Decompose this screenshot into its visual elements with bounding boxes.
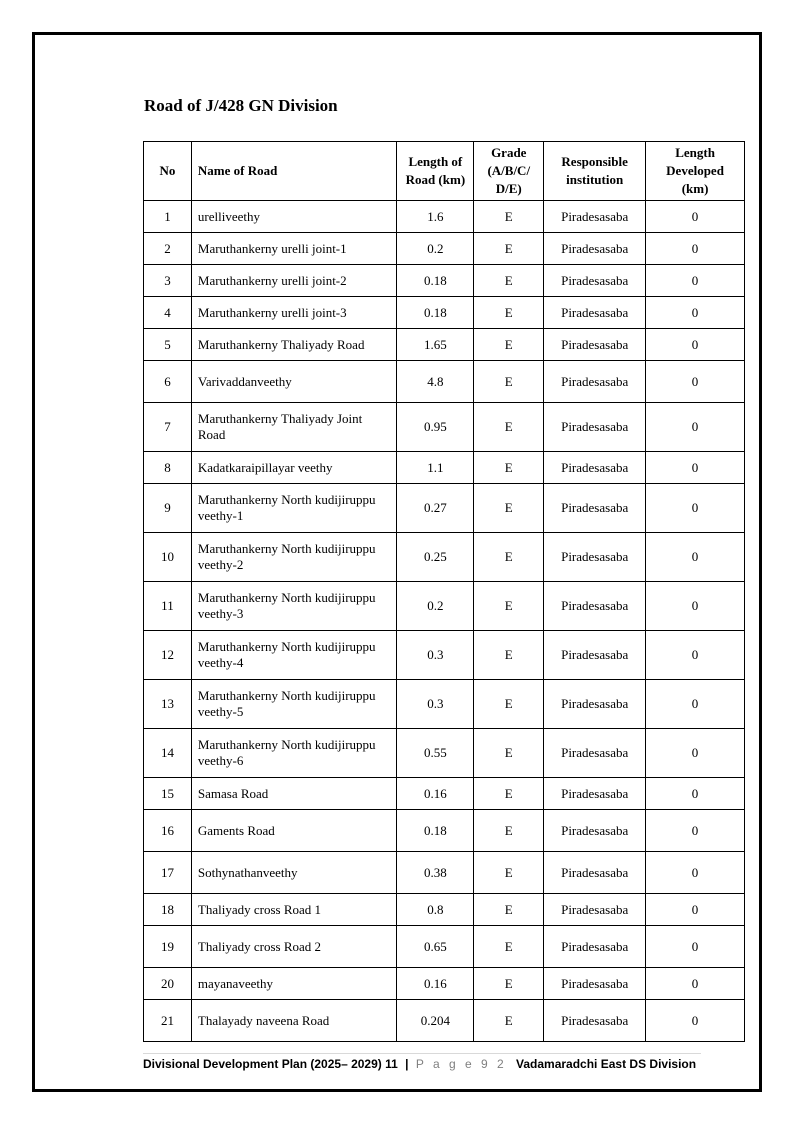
cell-length: 0.3 xyxy=(397,631,474,680)
table-row xyxy=(144,968,745,1000)
cell-no: 21 xyxy=(144,1000,192,1042)
table-row xyxy=(144,852,745,894)
cell-institution: Piradesasaba xyxy=(544,403,646,452)
cell-name: Sothynathanveethy xyxy=(191,852,397,894)
cell-institution: Piradesasaba xyxy=(544,894,646,926)
cell-grade: E xyxy=(474,778,544,810)
cell-grade: E xyxy=(474,810,544,852)
cell-length: 0.8 xyxy=(397,894,474,926)
cell-developed: 0 xyxy=(646,680,745,729)
cell-developed: 0 xyxy=(646,1000,745,1042)
cell-length: 0.2 xyxy=(397,233,474,265)
cell-institution: Piradesasaba xyxy=(544,297,646,329)
cell-no: 16 xyxy=(144,810,192,852)
cell-developed: 0 xyxy=(646,582,745,631)
table-row xyxy=(144,680,745,729)
cell-no: 13 xyxy=(144,680,192,729)
cell-developed: 0 xyxy=(646,361,745,403)
table-row xyxy=(144,631,745,680)
cell-no: 15 xyxy=(144,778,192,810)
cell-grade: E xyxy=(474,233,544,265)
cell-developed: 0 xyxy=(646,852,745,894)
cell-developed: 0 xyxy=(646,329,745,361)
table-row xyxy=(144,201,745,233)
table-row xyxy=(144,810,745,852)
cell-grade: E xyxy=(474,297,544,329)
header-institution: Responsible institution xyxy=(544,142,646,201)
cell-grade: E xyxy=(474,533,544,582)
cell-name: Gaments Road xyxy=(191,810,397,852)
table-row xyxy=(144,329,745,361)
cell-institution: Piradesasaba xyxy=(544,265,646,297)
table-row xyxy=(144,484,745,533)
cell-name: Maruthankerny urelli joint-2 xyxy=(191,265,397,297)
cell-name: Maruthankerny Thaliyady Road xyxy=(191,329,397,361)
cell-institution: Piradesasaba xyxy=(544,233,646,265)
cell-grade: E xyxy=(474,329,544,361)
cell-name: Maruthankerny North kudijiruppu veethy-2 xyxy=(191,533,397,582)
cell-developed: 0 xyxy=(646,778,745,810)
header-grade: Grade (A/B/C/ D/E) xyxy=(474,142,544,201)
table-body xyxy=(144,201,745,1042)
cell-developed: 0 xyxy=(646,265,745,297)
cell-length: 0.38 xyxy=(397,852,474,894)
cell-grade: E xyxy=(474,361,544,403)
cell-grade: E xyxy=(474,1000,544,1042)
cell-grade: E xyxy=(474,968,544,1000)
cell-no: 19 xyxy=(144,926,192,968)
cell-grade: E xyxy=(474,894,544,926)
cell-grade: E xyxy=(474,452,544,484)
cell-institution: Piradesasaba xyxy=(544,729,646,778)
cell-no: 18 xyxy=(144,894,192,926)
cell-name: Thalayady naveena Road xyxy=(191,1000,397,1042)
cell-institution: Piradesasaba xyxy=(544,968,646,1000)
cell-developed: 0 xyxy=(646,484,745,533)
table-row xyxy=(144,265,745,297)
cell-no: 17 xyxy=(144,852,192,894)
cell-no: 12 xyxy=(144,631,192,680)
table-row xyxy=(144,233,745,265)
header-developed: Length Developed (km) xyxy=(646,142,745,201)
cell-institution: Piradesasaba xyxy=(544,852,646,894)
cell-no: 8 xyxy=(144,452,192,484)
cell-length: 0.2 xyxy=(397,582,474,631)
header-no: No xyxy=(144,142,192,201)
cell-developed: 0 xyxy=(646,729,745,778)
cell-no: 9 xyxy=(144,484,192,533)
cell-institution: Piradesasaba xyxy=(544,484,646,533)
cell-no: 7 xyxy=(144,403,192,452)
cell-institution: Piradesasaba xyxy=(544,778,646,810)
cell-developed: 0 xyxy=(646,926,745,968)
header-length: Length of Road (km) xyxy=(397,142,474,201)
cell-length: 1.65 xyxy=(397,329,474,361)
footer-plan-title: Divisional Development Plan (2025– 2029) 11 xyxy=(143,1057,398,1071)
cell-grade: E xyxy=(474,926,544,968)
page-footer xyxy=(143,1053,701,1071)
table-row xyxy=(144,452,745,484)
cell-developed: 0 xyxy=(646,452,745,484)
table-row xyxy=(144,729,745,778)
cell-grade: E xyxy=(474,582,544,631)
cell-developed: 0 xyxy=(646,233,745,265)
cell-length: 1.1 xyxy=(397,452,474,484)
cell-institution: Piradesasaba xyxy=(544,329,646,361)
cell-length: 0.204 xyxy=(397,1000,474,1042)
table-header-row xyxy=(144,142,745,201)
cell-name: Thaliyady cross Road 1 xyxy=(191,894,397,926)
cell-institution: Piradesasaba xyxy=(544,926,646,968)
cell-institution: Piradesasaba xyxy=(544,452,646,484)
table-row xyxy=(144,926,745,968)
cell-length: 0.16 xyxy=(397,778,474,810)
cell-length: 0.95 xyxy=(397,403,474,452)
cell-developed: 0 xyxy=(646,968,745,1000)
cell-name: Maruthankerny North kudijiruppu veethy-4 xyxy=(191,631,397,680)
cell-institution: Piradesasaba xyxy=(544,680,646,729)
header-name: Name of Road xyxy=(191,142,397,201)
cell-institution: Piradesasaba xyxy=(544,582,646,631)
cell-length: 4.8 xyxy=(397,361,474,403)
roads-table xyxy=(143,141,745,1042)
cell-no: 1 xyxy=(144,201,192,233)
cell-name: urelliveethy xyxy=(191,201,397,233)
cell-length: 0.27 xyxy=(397,484,474,533)
footer-division: Vadamaradchi East DS Division xyxy=(516,1057,697,1071)
cell-length: 0.18 xyxy=(397,810,474,852)
table-row xyxy=(144,361,745,403)
cell-name: mayanaveethy xyxy=(191,968,397,1000)
cell-length: 0.18 xyxy=(397,297,474,329)
cell-length: 1.6 xyxy=(397,201,474,233)
cell-developed: 0 xyxy=(646,631,745,680)
cell-length: 0.16 xyxy=(397,968,474,1000)
footer-page-number: P a g e 9 2 xyxy=(415,1057,507,1071)
cell-developed: 0 xyxy=(646,403,745,452)
cell-no: 20 xyxy=(144,968,192,1000)
cell-institution: Piradesasaba xyxy=(544,631,646,680)
cell-no: 11 xyxy=(144,582,192,631)
cell-name: Varivaddanveethy xyxy=(191,361,397,403)
cell-no: 10 xyxy=(144,533,192,582)
cell-grade: E xyxy=(474,265,544,297)
cell-no: 5 xyxy=(144,329,192,361)
cell-name: Samasa Road xyxy=(191,778,397,810)
cell-no: 4 xyxy=(144,297,192,329)
cell-name: Maruthankerny urelli joint-1 xyxy=(191,233,397,265)
cell-length: 0.55 xyxy=(397,729,474,778)
table-row xyxy=(144,582,745,631)
cell-no: 14 xyxy=(144,729,192,778)
cell-institution: Piradesasaba xyxy=(544,201,646,233)
cell-name: Maruthankerny North kudijiruppu veethy-5 xyxy=(191,680,397,729)
cell-grade: E xyxy=(474,852,544,894)
cell-institution: Piradesasaba xyxy=(544,1000,646,1042)
cell-institution: Piradesasaba xyxy=(544,361,646,403)
cell-institution: Piradesasaba xyxy=(544,533,646,582)
cell-no: 2 xyxy=(144,233,192,265)
cell-length: 0.25 xyxy=(397,533,474,582)
cell-no: 3 xyxy=(144,265,192,297)
cell-name: Maruthankerny Thaliyady Joint Road xyxy=(191,403,397,452)
table-row xyxy=(144,297,745,329)
cell-grade: E xyxy=(474,680,544,729)
cell-developed: 0 xyxy=(646,533,745,582)
cell-name: Kadatkaraipillayar veethy xyxy=(191,452,397,484)
cell-developed: 0 xyxy=(646,297,745,329)
table-row xyxy=(144,1000,745,1042)
cell-length: 0.65 xyxy=(397,926,474,968)
cell-name: Maruthankerny North kudijiruppu veethy-6 xyxy=(191,729,397,778)
cell-grade: E xyxy=(474,631,544,680)
footer-separator: | xyxy=(405,1057,409,1071)
cell-grade: E xyxy=(474,729,544,778)
cell-length: 0.3 xyxy=(397,680,474,729)
cell-developed: 0 xyxy=(646,201,745,233)
table-row xyxy=(144,403,745,452)
cell-name: Maruthankerny urelli joint-3 xyxy=(191,297,397,329)
cell-grade: E xyxy=(474,484,544,533)
cell-name: Maruthankerny North kudijiruppu veethy-1 xyxy=(191,484,397,533)
table-row xyxy=(144,778,745,810)
cell-no: 6 xyxy=(144,361,192,403)
cell-name: Thaliyady cross Road 2 xyxy=(191,926,397,968)
cell-developed: 0 xyxy=(646,810,745,852)
table-row xyxy=(144,894,745,926)
cell-grade: E xyxy=(474,201,544,233)
cell-grade: E xyxy=(474,403,544,452)
cell-length: 0.18 xyxy=(397,265,474,297)
page-title: Road of J/428 GN Division xyxy=(144,96,338,115)
cell-developed: 0 xyxy=(646,894,745,926)
cell-institution: Piradesasaba xyxy=(544,810,646,852)
table-row xyxy=(144,533,745,582)
cell-name: Maruthankerny North kudijiruppu veethy-3 xyxy=(191,582,397,631)
